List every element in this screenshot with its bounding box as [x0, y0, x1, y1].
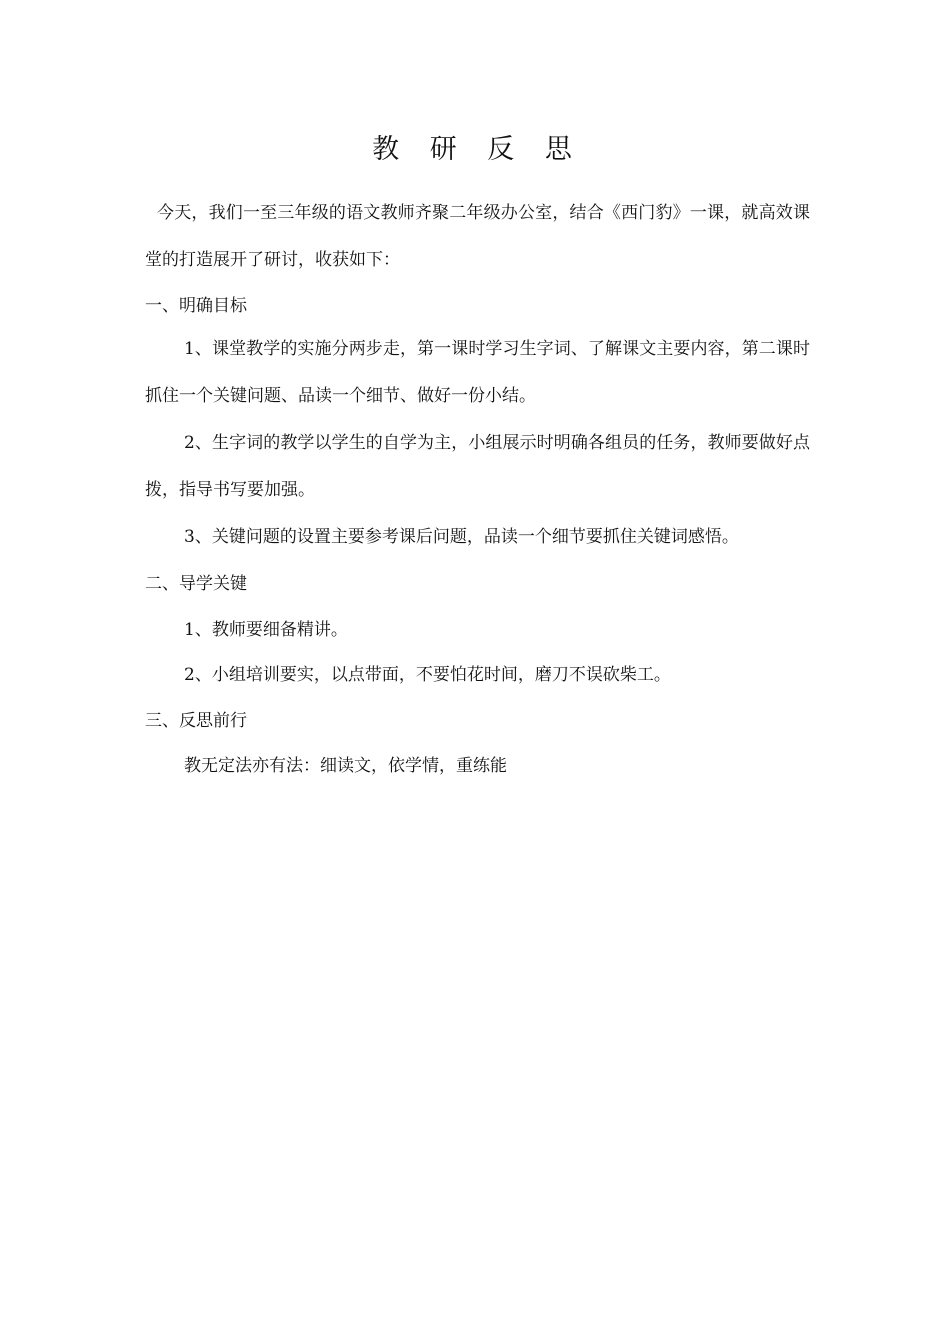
- section-heading-3: 三、反思前行: [145, 711, 247, 731]
- section-3-item-1: 教无定法亦有法：细读文，依学情，重练能: [184, 756, 507, 776]
- section-2-item-2: 2、小组培训要实，以点带面，不要怕花时间，磨刀不误砍柴工。: [184, 665, 671, 685]
- section-2-item-1: 1、教师要细备精讲。: [184, 620, 348, 640]
- intro-paragraph: 今天，我们一至三年级的语文教师齐聚二年级办公室，结合《西门豹》一课，就高效课堂的打造展开了研讨，收获如下：: [145, 203, 810, 270]
- section-heading-2: 二、导学关键: [145, 574, 247, 594]
- section-1-item-1: 1、课堂教学的实施分两步走，第一课时学习生字词、了解课文主要内容，第二课时抓住一个关键问题、品读一个细节、做好一份小结。: [145, 339, 810, 406]
- document-title: 教 研 反 思: [372, 134, 583, 165]
- section-1-item-2: 2、生字词的教学以学生的自学为主，小组展示时明确各组员的任务，教师要做好点拨，指导书写要加强。: [145, 433, 810, 500]
- section-heading-1: 一、明确目标: [145, 296, 247, 316]
- section-1-item-3: 3、关键问题的设置主要参考课后问题，品读一个细节要抓住关键词感悟。: [184, 527, 739, 547]
